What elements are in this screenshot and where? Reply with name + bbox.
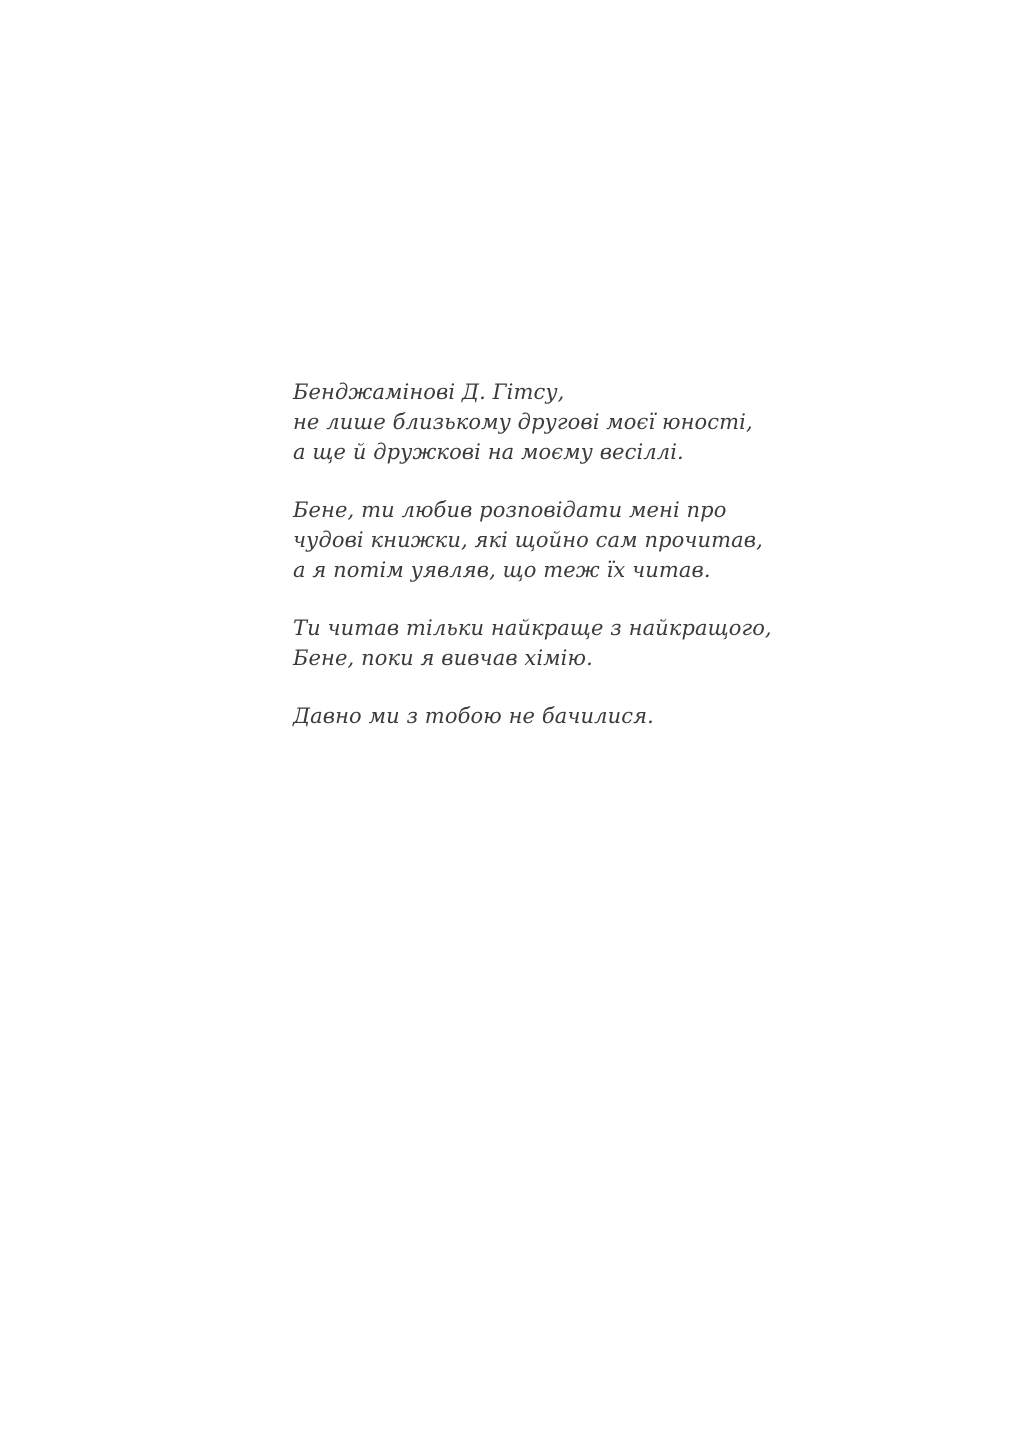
dedication-line: а ще й дружкові на моєму весіллі. bbox=[293, 440, 684, 464]
dedication-line: Бенджамінові Д. Гітсу, bbox=[293, 380, 565, 404]
dedication-line: Бене, поки я вивчав хімію. bbox=[293, 646, 593, 670]
dedication-stanza-4 bbox=[293, 701, 753, 731]
dedication-line: Бене, ти любив розповідати мені про bbox=[293, 498, 727, 522]
dedication-line: не лише близькому другові моєї юності, bbox=[293, 410, 753, 434]
dedication-stanza-1 bbox=[293, 377, 753, 467]
dedication-line: Ти читав тільки найкраще з найкращого, bbox=[293, 616, 772, 640]
dedication-line: а я потім уявляв, що теж їх читав. bbox=[293, 558, 711, 582]
dedication-stanza-3 bbox=[293, 613, 772, 673]
dedication-line: Давно ми з тобою не бачилися. bbox=[293, 704, 654, 728]
dedication-stanza-2 bbox=[293, 495, 763, 585]
dedication-text-block bbox=[293, 377, 772, 731]
dedication-line: чудові книжки, які щойно сам прочитав, bbox=[293, 528, 763, 552]
